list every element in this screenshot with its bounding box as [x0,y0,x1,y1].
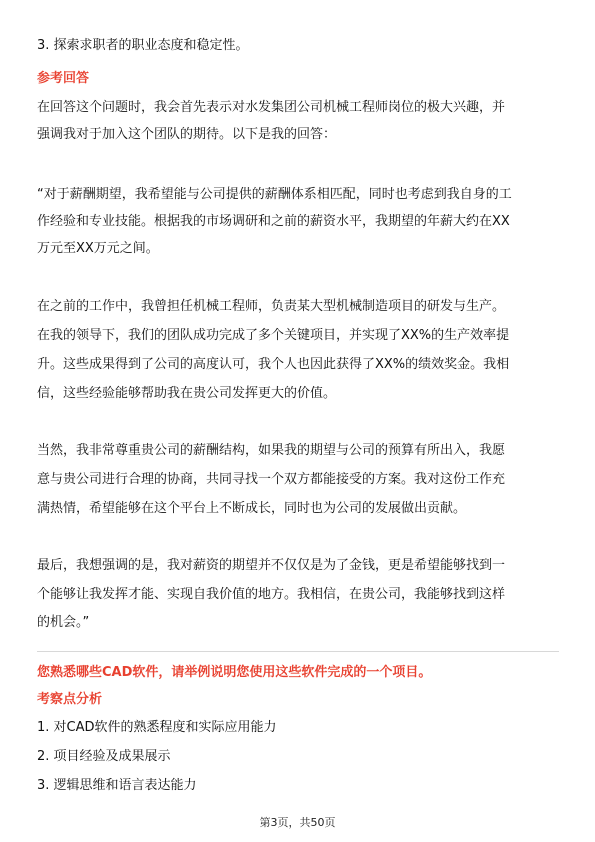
paragraph-line: 在之前的工作中，我曾担任机械工程师，负责某大型机械制造项目的研发与生产。 [37,299,506,314]
analysis-heading: 考察点分析 [37,692,103,707]
reference-answer-heading: 参考回答 [37,71,90,86]
paragraph-line: 在我的领导下，我们的团队成功完成了多个关键项目，并实现了XX%的生产效率提 [37,328,510,343]
question-heading: 您熟悉哪些CAD软件，请举例说明您使用这些软件完成的一个项目。 [37,665,432,680]
paragraph-line: 在回答这个问题时，我会首先表示对水发集团公司机械工程师岗位的极大兴趣，并 [37,100,506,115]
paragraph-line: 个能够让我发挥才能、实现自我价值的地方。我相信，在贵公司，我能够找到这样 [37,587,506,602]
paragraph-line: 作经验和专业技能。根据我的市场调研和之前的薪资水平，我期望的年薪大约在XX [37,214,510,229]
paragraph-line: 意与贵公司进行合理的协商，共同寻找一个双方都能接受的方案。我对这份工作充 [37,472,506,487]
paragraph-line: 满热情，希望能够在这个平台上不断成长，同时也为公司的发展做出贡献。 [37,501,467,516]
list-item: 2. 项目经验及成果展示 [37,749,171,764]
list-item: 1. 对CAD软件的熟悉程度和实际应用能力 [37,720,277,735]
paragraph-line: 信，这些经验能够帮助我在贵公司发挥更大的价值。 [37,386,337,401]
section-divider [37,651,559,652]
paragraph-line: 的机会。” [37,615,90,630]
page-number: 第3页，共50页 [259,816,336,829]
paragraph-line: 强调我对于加入这个团队的期待。以下是我的回答： [37,127,337,142]
paragraph-line: 升。这些成果得到了公司的高度认可，我个人也因此获得了XX%的绩效奖金。我相 [37,357,510,372]
paragraph-line: 最后，我想强调的是，我对薪资的期望并不仅仅是为了金钱，更是希望能够找到一 [37,558,506,573]
list-item: 3. 探索求职者的职业态度和稳定性。 [37,38,249,53]
paragraph-line: 万元至XX万元之间。 [37,241,159,256]
paragraph-line: 当然，我非常尊重贵公司的薪酬结构，如果我的期望与公司的预算有所出入，我愿 [37,443,506,458]
paragraph-line: “对于薪酬期望，我希望能与公司提供的薪酬体系相匹配，同时也考虑到我自身的工 [37,187,512,202]
list-item: 3. 逻辑思维和语言表达能力 [37,778,197,793]
